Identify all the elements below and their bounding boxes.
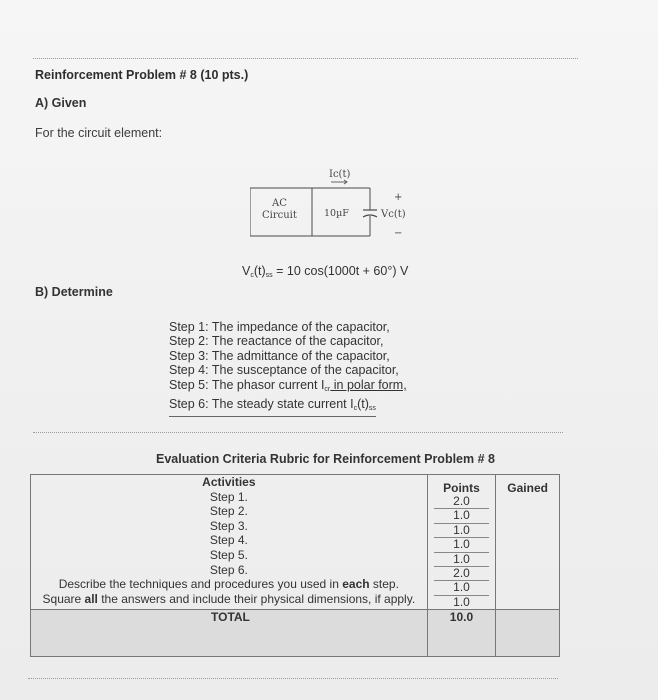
activities-header: Activities xyxy=(202,475,256,489)
step-3: Step 3: The admittance of the capacitor, xyxy=(169,348,390,363)
plus-sign: + xyxy=(394,192,403,203)
total-gained-cell xyxy=(496,610,560,657)
circuit-label: Circuit xyxy=(262,210,297,221)
points-value: 1.0 xyxy=(434,553,490,567)
points-value: 1.0 xyxy=(453,594,470,609)
gained-header: Gained xyxy=(507,481,548,495)
activity-item: Step 6. xyxy=(209,562,248,577)
steps-list xyxy=(169,320,407,417)
points-value: 1.0 xyxy=(434,581,490,595)
points-value: 2.0 xyxy=(434,567,490,581)
rubric-title: Evaluation Criteria Rubric for Reinforcement Problem # 8 xyxy=(156,452,495,466)
points-value: 1.0 xyxy=(434,509,490,523)
points-value: 2.0 xyxy=(434,495,490,509)
ac-label: AC xyxy=(272,198,287,209)
bottom-divider xyxy=(28,678,558,679)
minus-sign: − xyxy=(394,228,403,239)
activity-item: Step 1. xyxy=(209,489,248,504)
points-value: 1.0 xyxy=(434,538,490,552)
step-5: Step 5: The phasor current $I_{cr}$ in polar form, xyxy=(169,377,407,393)
circuit-diagram xyxy=(250,160,425,250)
activity-item: Step 4. xyxy=(209,533,248,548)
rubric-table xyxy=(30,474,560,657)
intro-text: For the circuit element: xyxy=(35,126,163,140)
section-b-heading: B) Determine xyxy=(35,285,113,299)
total-label: TOTAL xyxy=(31,610,428,657)
top-divider xyxy=(33,58,578,59)
capacitor-value: 10µF xyxy=(324,208,349,219)
step-2: Step 2: The reactance of the capacitor, xyxy=(169,334,384,349)
step-6: Step 6: The steady state current $I_c(t)_{ss}$ xyxy=(169,397,376,417)
points-header: Points xyxy=(443,481,480,495)
activity-item: Step 5. xyxy=(209,547,248,562)
gained-column xyxy=(496,475,560,610)
middle-divider xyxy=(33,432,563,433)
activity-item: Square all the answers and include their physical dimensions, if apply. xyxy=(42,591,416,606)
total-value: 10.0 xyxy=(427,610,496,657)
activity-item: Step 2. xyxy=(209,504,248,519)
total-row xyxy=(31,610,560,657)
current-label: Ic(t) xyxy=(329,169,351,180)
activities-column xyxy=(31,475,428,610)
step-1: Step 1: The impedance of the capacitor, xyxy=(169,320,390,334)
activity-item: Step 3. xyxy=(209,518,248,533)
problem-title: Reinforcement Problem # 8 (10 pts.) xyxy=(35,68,249,82)
points-value: 1.0 xyxy=(434,524,490,538)
voltage-equation: $V_c(t)_{ss} = 10$ cos(1000t + 60°) V xyxy=(242,264,409,279)
points-column xyxy=(427,475,496,610)
section-a-heading: A) Given xyxy=(35,96,87,110)
voltage-label: Vc(t) xyxy=(381,209,406,220)
step-4: Step 4: The susceptance of the capacitor, xyxy=(169,363,399,378)
rubric-body-row xyxy=(31,475,560,610)
activity-item: Describe the techniques and procedures you used in each step. xyxy=(58,577,399,592)
